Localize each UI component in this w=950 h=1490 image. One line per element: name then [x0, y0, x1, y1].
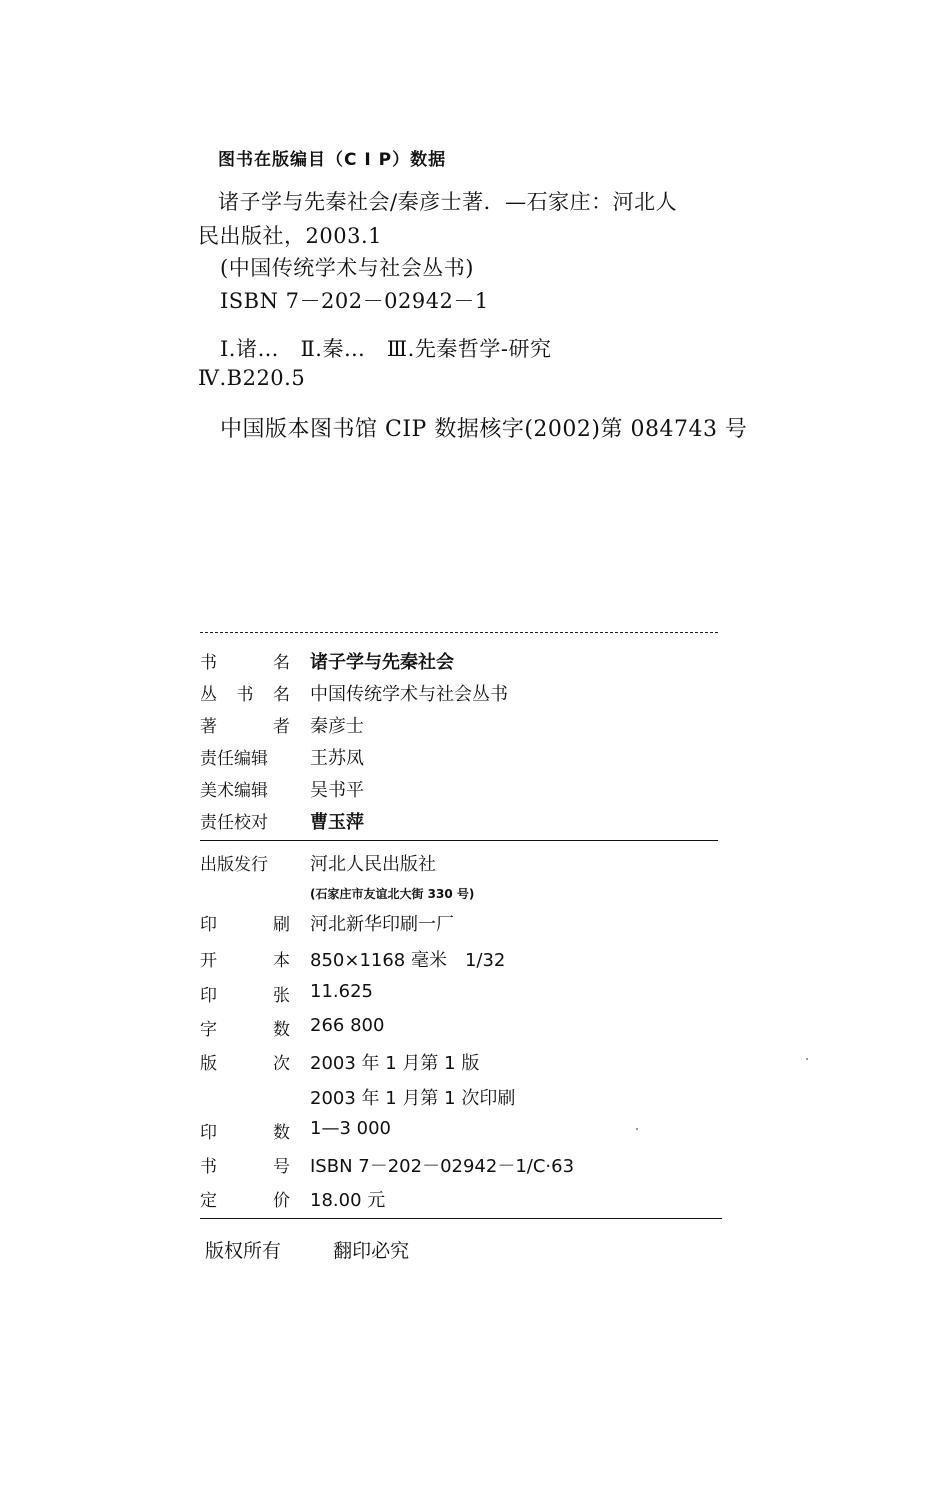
label-editor: 责任编辑 — [200, 749, 268, 769]
label-words: 字 数 — [200, 1020, 290, 1040]
value-title: 诸子学与先秦社会 — [310, 652, 454, 673]
value-edition: 2003 年 1 月第 1 版 — [310, 1053, 480, 1074]
value-series: 中国传统学术与社会丛书 — [310, 684, 508, 705]
row-publisher — [200, 850, 720, 878]
scan-speck — [636, 1128, 638, 1130]
value-printing: 2003 年 1 月第 1 次印刷 — [310, 1088, 516, 1109]
scan-speck — [806, 1058, 808, 1060]
value-format: 850×1168 毫米 1/32 — [310, 950, 506, 971]
row-printer — [200, 910, 720, 938]
label-series: 丛 书 名 — [200, 685, 290, 705]
value-art-editor: 吴书平 — [310, 780, 364, 801]
value-words: 266 800 — [310, 1015, 385, 1036]
value-isbn: ISBN 7－202－02942－1/C·63 — [310, 1156, 575, 1177]
label-author: 著 者 — [200, 717, 290, 737]
value-printer: 河北新华印刷一厂 — [310, 914, 454, 935]
cip-classification-line: Ⅳ.B220.5 — [198, 366, 306, 390]
value-publisher: 河北人民出版社 — [310, 854, 436, 875]
label-proofreader: 责任校对 — [200, 813, 268, 833]
row-price — [200, 1186, 720, 1214]
label-sheets: 印 张 — [200, 986, 290, 1006]
value-address: (石家庄市友谊北大街 330 号) — [310, 887, 475, 901]
cip-heading: 图书在版编目（C I P）数据 — [218, 150, 447, 170]
cip-record-number: 中国版本图书馆 CIP 数据核字(2002)第 084743 号 — [220, 417, 748, 442]
label-title: 书 名 — [200, 653, 290, 673]
row-printing — [200, 1084, 720, 1112]
row-print-run — [200, 1118, 720, 1146]
label-edition: 版 次 — [200, 1054, 290, 1074]
copyright-reserved: 版权所有 — [205, 1240, 282, 1262]
middle-rule — [200, 840, 718, 841]
row-title — [200, 648, 720, 676]
top-rule — [200, 632, 718, 633]
value-proofreader: 曹玉萍 — [310, 812, 364, 833]
row-words — [200, 1015, 720, 1043]
row-proofreader — [200, 808, 720, 836]
row-author — [200, 712, 720, 740]
copyright-notice — [205, 1236, 409, 1263]
cip-publisher-line: 民出版社，2003.1 — [198, 224, 382, 248]
value-author: 秦彦士 — [310, 716, 364, 737]
row-art-editor — [200, 776, 720, 804]
row-address — [200, 882, 720, 910]
copyright-reprint-prohibited: 翻印必究 — [333, 1240, 410, 1262]
cip-series-line: (中国传统学术与社会丛书) — [220, 256, 474, 280]
label-printer: 印 刷 — [200, 915, 290, 935]
cip-title-line: 诸子学与先秦社会/秦彦士著．—石家庄：河北人 — [218, 190, 678, 214]
row-series — [200, 680, 720, 708]
label-art-editor: 美术编辑 — [200, 781, 268, 801]
row-isbn — [200, 1152, 720, 1180]
label-print-run: 印 数 — [200, 1123, 290, 1143]
label-publisher: 出版发行 — [200, 855, 268, 875]
row-format — [200, 946, 720, 974]
value-print-run: 1—3 000 — [310, 1118, 391, 1139]
label-format: 开 本 — [200, 951, 290, 971]
row-sheets — [200, 981, 720, 1009]
value-price: 18.00 元 — [310, 1190, 386, 1211]
bottom-rule — [200, 1218, 722, 1219]
row-editor — [200, 744, 720, 772]
row-edition — [200, 1049, 720, 1077]
value-editor: 王苏凤 — [310, 748, 364, 769]
cip-subject-line: Ⅰ.诸… Ⅱ.秦… Ⅲ.先秦哲学-研究 — [220, 337, 552, 361]
label-isbn: 书 号 — [200, 1157, 290, 1177]
cip-isbn-line: ISBN 7－202－02942－1 — [220, 289, 489, 313]
value-sheets: 11.625 — [310, 981, 373, 1002]
label-price: 定 价 — [200, 1191, 290, 1211]
